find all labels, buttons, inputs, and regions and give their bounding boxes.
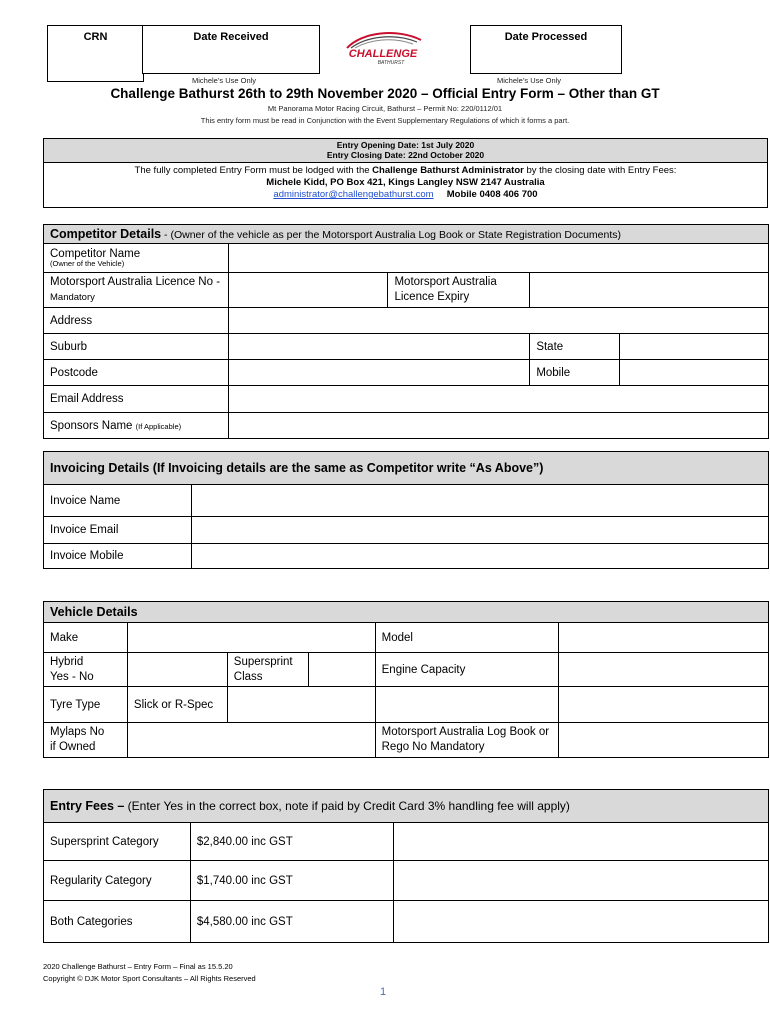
tyre-blank-cell xyxy=(375,687,559,723)
suburb-field[interactable] xyxy=(228,334,530,360)
engine-capacity-field[interactable] xyxy=(559,653,769,687)
lodge-line: The fully completed Entry Form must be lodged with the Challenge Bathurst Administrator by the closing date with Entry Fees: xyxy=(134,165,677,176)
location-line: Mt Panorama Motor Racing Circuit, Bathurst – Permit No: 220/0112/01 xyxy=(267,104,503,113)
supersprint-class-field[interactable] xyxy=(308,653,375,687)
challenge-bathurst-logo xyxy=(337,26,429,66)
footer-copyright: Copyright © DJK Motor Sport Consultants – All Rights Reserved xyxy=(43,974,256,983)
fee-yes-field-regularity[interactable] xyxy=(393,861,768,901)
form-title xyxy=(0,86,770,101)
page-number: 1 xyxy=(380,986,387,998)
fee-category: Supersprint Category xyxy=(44,823,191,861)
invoicing-heading: Invoicing Details (If Invoicing details are the same as Competitor write “As Above”) xyxy=(44,452,769,485)
licence-label: Motorsport Australia Licence No - Mandatory xyxy=(44,273,229,308)
logbook-field[interactable] xyxy=(559,723,769,758)
date-received-box[interactable] xyxy=(142,25,320,74)
competitor-details-table xyxy=(43,224,769,439)
invoice-mobile-label: Invoice Mobile xyxy=(44,544,192,569)
licence-expiry-label: Motorsport Australia Licence Expiry xyxy=(388,273,530,308)
admin-email-link[interactable]: administrator@challengebathurst.com xyxy=(273,189,434,200)
engine-capacity-label: Engine Capacity xyxy=(375,653,559,687)
contact-line xyxy=(44,189,767,200)
invoice-mobile-field[interactable] xyxy=(191,544,768,569)
footer-version: 2020 Challenge Bathurst – Entry Form – Final as 15.5.20 xyxy=(43,962,233,971)
vehicle-heading: Vehicle Details xyxy=(44,602,769,623)
mobile-field[interactable] xyxy=(620,360,769,386)
sponsors-label: Sponsors Name (If Applicable) xyxy=(44,413,229,439)
crn-box[interactable] xyxy=(47,25,144,82)
administrator-name: Challenge Bathurst Administrator xyxy=(372,165,524,176)
invoice-name-field[interactable] xyxy=(191,485,768,517)
fee-yes-field-both[interactable] xyxy=(393,901,768,943)
model-label: Model xyxy=(375,623,559,653)
entry-opening-date: Entry Opening Date: 1st July 2020 xyxy=(336,140,475,150)
hybrid-field[interactable] xyxy=(127,653,227,687)
entry-closing-date: Entry Closing Date: 22nd October 2020 xyxy=(326,150,485,160)
admin-mobile: Mobile 0408 406 700 xyxy=(446,189,538,200)
postal-address: Michele Kidd, PO Box 421, Kings Langley NSW 2147 Australia xyxy=(266,177,545,188)
make-field[interactable] xyxy=(127,623,375,653)
model-field[interactable] xyxy=(559,623,769,653)
lodge-info-box xyxy=(43,162,768,208)
invoicing-details-table xyxy=(43,451,769,569)
make-label: Make xyxy=(44,623,128,653)
fee-price: $4,580.00 inc GST xyxy=(190,901,393,943)
supersprint-class-label: Supersprint Class xyxy=(227,653,308,687)
state-field[interactable] xyxy=(620,334,769,360)
fee-yes-field-supersprint[interactable] xyxy=(393,823,768,861)
sponsors-field[interactable] xyxy=(228,413,768,439)
postcode-field[interactable] xyxy=(228,360,530,386)
address-label: Address xyxy=(44,308,229,334)
fee-category: Both Categories xyxy=(44,901,191,943)
logbook-label: Motorsport Australia Log Book or Rego No Mandatory xyxy=(375,723,559,758)
fee-row xyxy=(44,901,769,943)
competitor-heading: Competitor Details - (Owner of the vehicle as per the Motorsport Australia Log Book or State Registration Documents) xyxy=(44,225,769,244)
postcode-label: Postcode xyxy=(44,360,229,386)
supp-regs-note: This entry form must be read in Conjunction with the Event Supplementary Regulations of which it forms a part. xyxy=(200,116,570,125)
tyre-blank-cell-2 xyxy=(559,687,769,723)
licence-expiry-field[interactable] xyxy=(530,273,769,308)
logo-text: CHALLENGE xyxy=(348,48,418,60)
invoice-email-label: Invoice Email xyxy=(44,517,192,544)
email-label: Email Address xyxy=(44,386,229,413)
fee-row xyxy=(44,861,769,901)
use-only-right: Michele’s Use Only xyxy=(497,76,562,85)
form-title-text: Challenge Bathurst 26th to 29th November 2020 – Official Entry Form – Other than GT xyxy=(110,86,660,101)
fee-category: Regularity Category xyxy=(44,861,191,901)
competitor-name-field[interactable] xyxy=(228,244,768,273)
fee-row xyxy=(44,823,769,861)
state-label: State xyxy=(530,334,620,360)
fees-heading: Entry Fees – (Enter Yes in the correct box, note if paid by Credit Card 3% handling fee will apply) xyxy=(44,790,769,823)
hybrid-label: Hybrid Yes - No xyxy=(44,653,128,687)
date-received-label: Date Received xyxy=(193,31,269,43)
vehicle-details-table xyxy=(43,601,769,758)
entry-fees-table xyxy=(43,789,769,943)
suburb-label: Suburb xyxy=(44,334,229,360)
tyre-type-field[interactable] xyxy=(227,687,375,723)
invoice-email-field[interactable] xyxy=(191,517,768,544)
licence-field[interactable] xyxy=(228,273,388,308)
tyre-type-options: Slick or R-Spec xyxy=(127,687,227,723)
entry-dates-box xyxy=(43,138,768,163)
email-field[interactable] xyxy=(228,386,768,413)
date-processed-box[interactable] xyxy=(470,25,622,74)
fee-price: $2,840.00 inc GST xyxy=(190,823,393,861)
mobile-label: Mobile xyxy=(530,360,620,386)
crn-label: CRN xyxy=(83,31,108,43)
tyre-type-label: Tyre Type xyxy=(44,687,128,723)
logo-sub: BATHURST xyxy=(377,60,405,66)
mylaps-label: Mylaps No if Owned xyxy=(44,723,128,758)
date-processed-label: Date Processed xyxy=(504,31,588,43)
address-field[interactable] xyxy=(228,308,768,334)
fee-price: $1,740.00 inc GST xyxy=(190,861,393,901)
mylaps-field[interactable] xyxy=(127,723,375,758)
invoice-name-label: Invoice Name xyxy=(44,485,192,517)
use-only-left: Michele’s Use Only xyxy=(192,76,257,85)
competitor-name-label: Competitor Name (Owner of the Vehicle) xyxy=(44,244,229,273)
